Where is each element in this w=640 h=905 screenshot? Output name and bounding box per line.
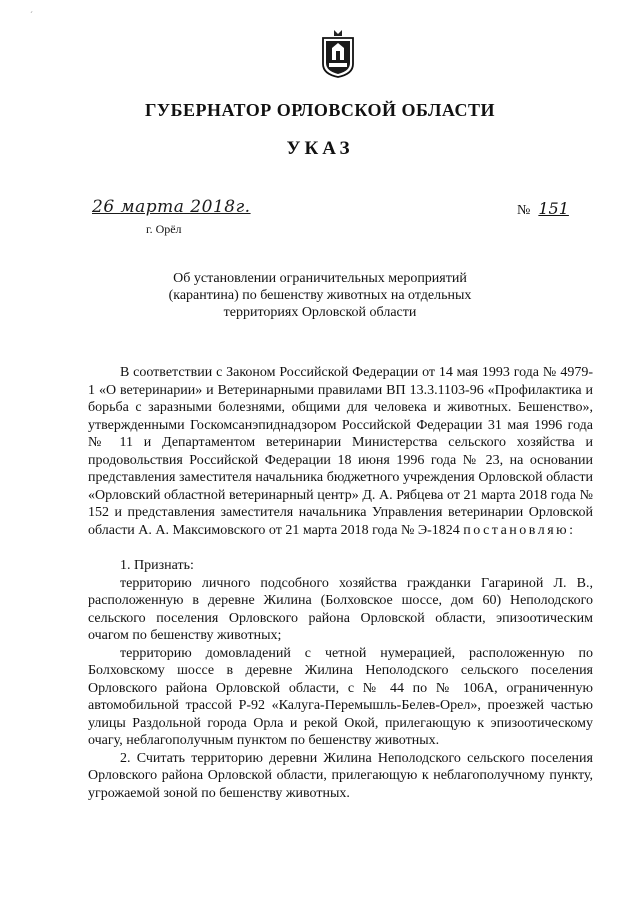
subject-line: Об установлении ограничительных мероприятий xyxy=(173,271,467,286)
number-prefix: № xyxy=(517,203,531,218)
item-1-paragraph: территорию личного подсобного хозяйства гражданки Гагариной Л. В., расположенную в деревне Жилина (Болховское шоссе, дом 60) Неполодского сельского поселения Орловского района Орловской области, эпизоотическим очагом по бешенству животных; xyxy=(88,575,593,643)
item-1-paragraph: территорию домовладений с четной нумерацией, расположенную по Болховскому шоссе в деревне Жилина Неполодского сельского поселения Орловского района Орловской области, с № 44 по № 106А, ограниченную автомобильной трассой Р-92 «Калуга-Перемышль-Белев-Орел», проезжей частью улицы Раздольной города Орла и рекой Окой, прилегающую к эпизоотическому очагу, неблагополучным пунктом по бешенству животных. xyxy=(88,645,593,748)
item-2-paragraph: 2. Считать территорию деревни Жилина Неполодского сельского поселения Орловского района Орловской области, прилегающую к неблагополучному пункту, угрожаемой зоной по бешенству животных. xyxy=(88,750,593,801)
governor-title: ГУБЕРНАТОР ОРЛОВСКОЙ ОБЛАСТИ xyxy=(144,100,496,120)
preamble-paragraph xyxy=(88,364,593,539)
resolution-word: постановляю: xyxy=(463,522,576,538)
item-1-title: 1. Признать: xyxy=(120,558,194,573)
decree-subject xyxy=(150,270,490,321)
subject-line: территориях Орловской области xyxy=(223,305,417,320)
decree-number xyxy=(517,199,569,219)
city: г. Орёл xyxy=(146,222,182,236)
decree-body xyxy=(88,364,593,802)
scan-mark: ´ xyxy=(30,10,33,20)
preamble-text: В соответствии с Законом Российской Федерации от 14 мая 1993 года № 4979-1 «О ветеринарии» и Ветеринарными правилами ВП 13.3.1103-96 «Профилактика и борьба с заразными болезнями, общими для человека и животных. Бешенство», утвержденными Госкомсанэпиднадзором Российской Федерации 31 мая 1996 года № 11 и Департаментом ветеринарии Министерства сельского хозяйства и продовольствия Российской Федерации 18 июня 1996 года № 23, на основании представления заместителя начальника бюджетного учреждения Орловской области «Орловский областной ветеринарный центр» Д. А. Рябцева от 21 марта 2018 года № 152 и представления заместителя начальника Управления ветеринарии Орловской области А. А. Максимовского от 21 марта 2018 года № Э-1824 xyxy=(88,365,593,538)
subject-line: (карантина) по бешенству животных на отдельных xyxy=(168,288,472,303)
orel-coat-of-arms-icon xyxy=(321,28,355,78)
decree-title: УКАЗ xyxy=(286,138,354,159)
number-value: 151 xyxy=(538,199,569,218)
decree-date: 26 марта 2018г. xyxy=(92,197,251,217)
